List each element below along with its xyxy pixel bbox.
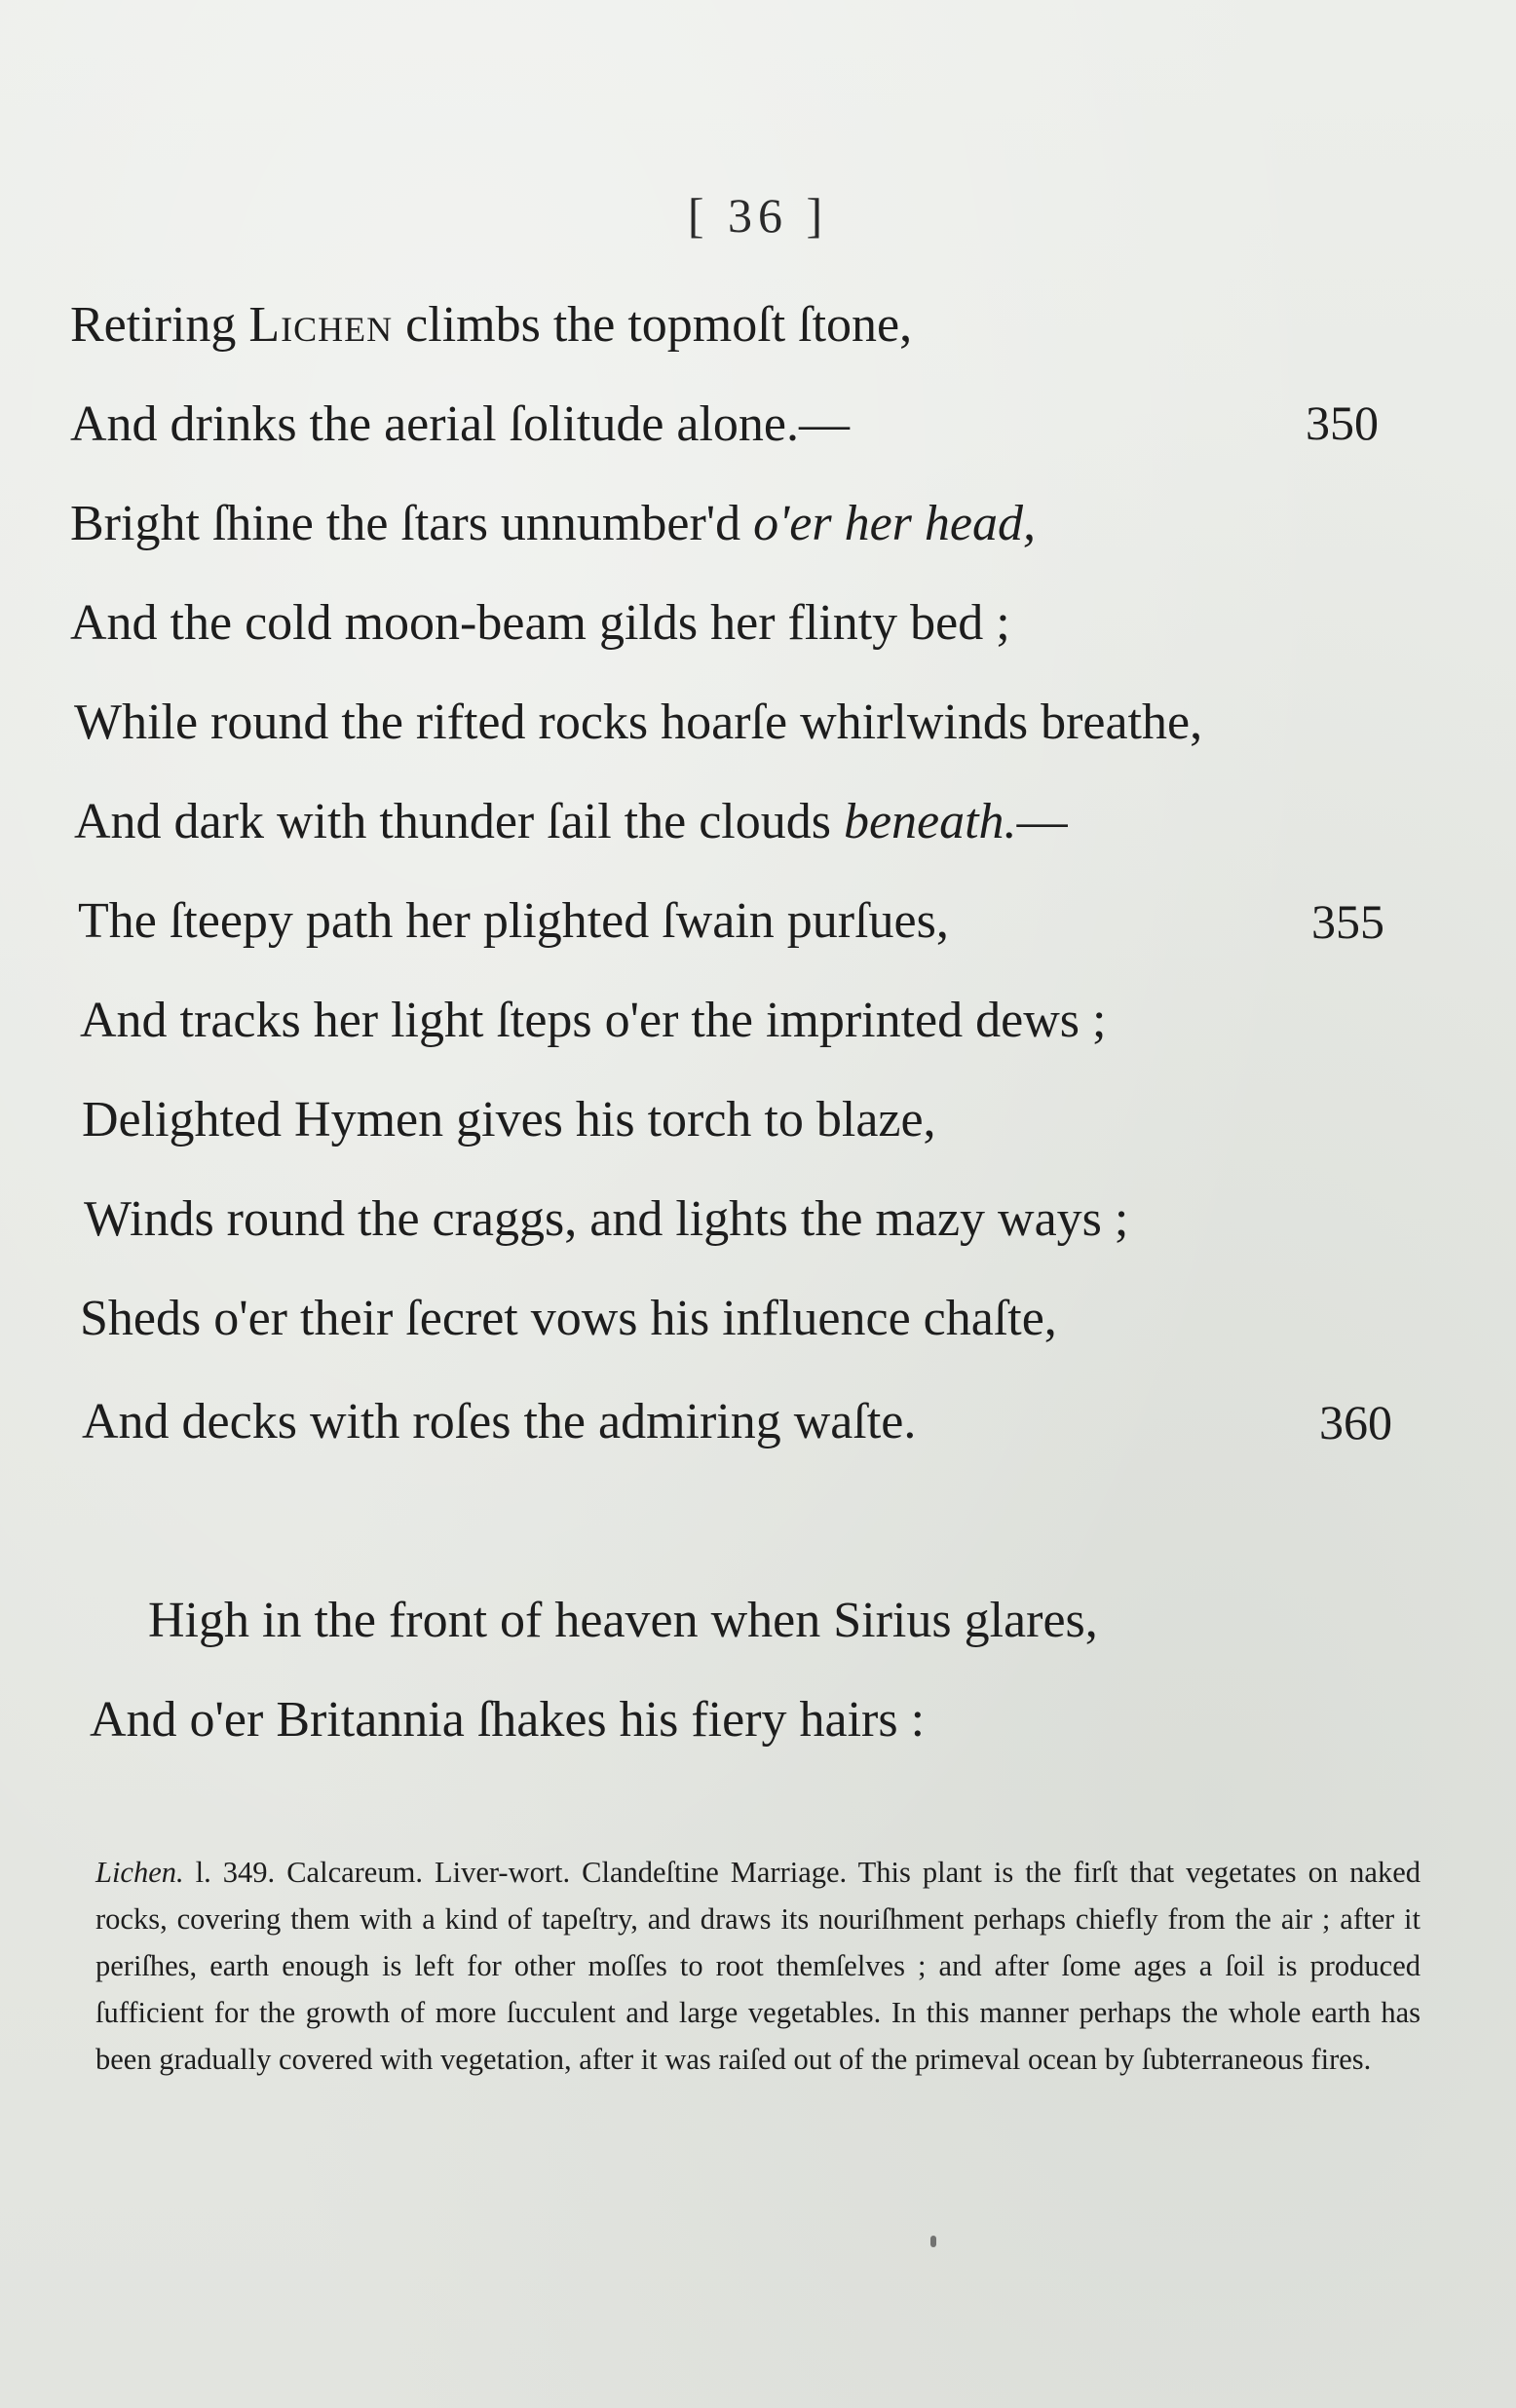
footnote-lead: Lichen. [95, 1856, 184, 1889]
line-number: 350 [1306, 395, 1379, 450]
poem-text-segment: And decks with roſes the admiring waſte. [82, 1394, 917, 1449]
poem-text-segment: Bright ſhine the ſtars unnumber'd [70, 496, 754, 551]
footnote [95, 1849, 1421, 2083]
poem-text-segment: climbs the topmoſt ſtone, [393, 297, 913, 353]
ink-fleck [930, 2236, 936, 2247]
line-number: 355 [1311, 894, 1384, 949]
poem-text-segment: beneath. [843, 794, 1017, 849]
line-number: 360 [1319, 1395, 1392, 1449]
poem-line [70, 395, 850, 454]
poem-line [82, 1091, 936, 1149]
poem-text-segment: And the cold moon-beam gilds her flinty bed ; [70, 595, 1010, 651]
poem-text-segment: While round the rifted rocks hoarſe whirlwinds breathe, [74, 695, 1203, 750]
poem-line [80, 992, 1106, 1050]
page-number: [ 36 ] [687, 188, 829, 243]
footnote-text: l. 349. Calcareum. Liver-wort. Clandeſtine Marriage. This plant is the firſt that vegetates on naked rocks, covering them with a kind of tapeſtry, and draws its nouriſhment perhaps chiefly from the air ; after it periſhes, earth enough is left for other moſſes to root themſelves ; and after ſome ages a ſoil is produced ſufficient for the growth of more ſucculent and large vegetables. In this manner perhaps the whole earth has been gradually covered with vegetation, after it was raiſed out of the primeval ocean by ſubterraneous fires. [95, 1856, 1421, 2076]
poem-line [90, 1691, 925, 1750]
poem-text-segment: And o'er Britannia ſhakes his fiery hairs : [90, 1692, 926, 1748]
poem-line [70, 296, 912, 355]
poem-text-segment: And tracks her light ſteps o'er the imprinted dews ; [80, 993, 1107, 1048]
poem-line [148, 1592, 1098, 1650]
poem-line [82, 1393, 916, 1451]
poem-line [74, 694, 1202, 752]
poem-text-segment: — [1016, 794, 1068, 849]
poem-text-segment: Winds round the craggs, and lights the mazy ways ; [84, 1191, 1129, 1247]
poem-text-segment: Sheds o'er their ſecret vows his influence chaſte, [80, 1291, 1057, 1346]
poem-line [74, 793, 1068, 851]
poem-line [80, 1290, 1057, 1348]
poem-text-segment: And drinks the aerial ſolitude alone.— [70, 396, 851, 452]
poem-line [78, 892, 949, 951]
poem-line [84, 1190, 1128, 1249]
poem-text-segment: o'er her head, [753, 496, 1036, 551]
poem-text-segment: Delighted Hymen gives his torch to blaze, [82, 1092, 936, 1148]
poem-line [70, 495, 1036, 553]
poem-text-segment: The ſteepy path her plighted ſwain purſues, [78, 893, 949, 949]
poem-line [70, 594, 1010, 653]
poem-text-segment: High in the front of heaven when Sirius glares, [148, 1593, 1098, 1648]
poem-text-segment: And dark with thunder ſail the clouds [74, 794, 844, 849]
poem-text-segment: Lichen [248, 297, 394, 353]
poem-text-segment: Retiring [70, 297, 249, 353]
